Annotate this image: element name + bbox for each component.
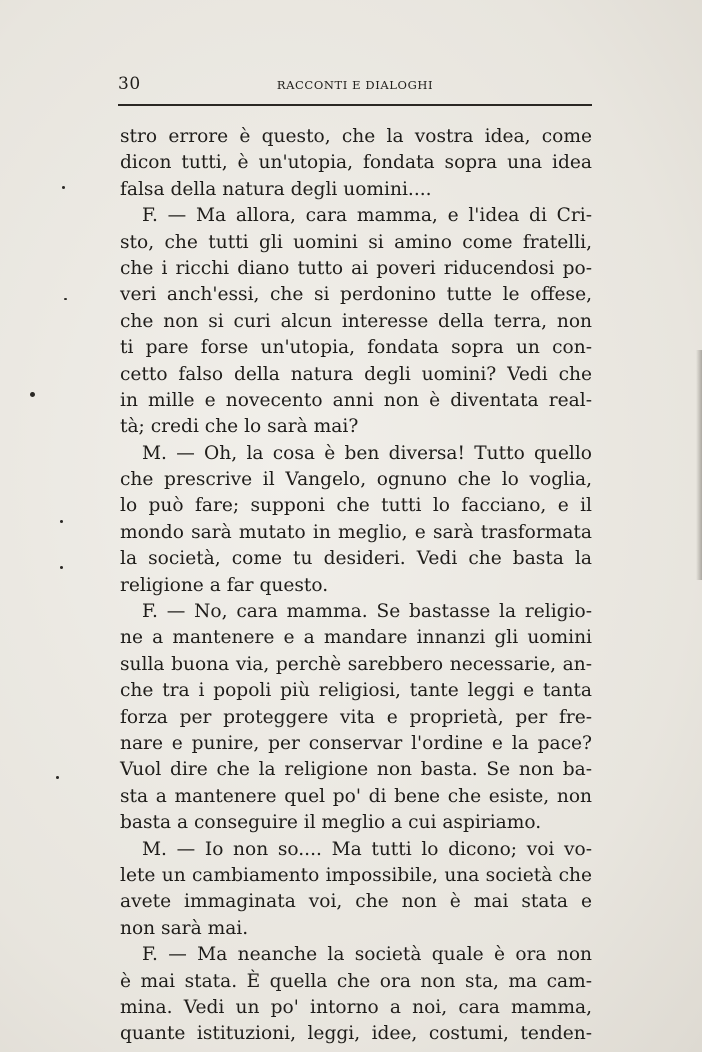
page-number: 30	[118, 74, 141, 94]
text-line: è mai stata. È quella che ora non sta, ma cam-	[120, 970, 592, 992]
text-line: che tra i popoli più religiosi, tante leggi e tanta	[120, 680, 592, 702]
text-line: sta a mantenere quel po' di bene che esiste, non	[120, 785, 592, 807]
text-line: F. — No, cara mamma. Se bastasse la religio-	[142, 601, 592, 623]
text-line: che prescrive il Vangelo, ognuno che lo voglia,	[120, 469, 592, 491]
text-line: dicon tutti, è un'utopia, fondata sopra una idea	[120, 152, 592, 174]
margin-speck	[30, 392, 35, 397]
text-line: Vuol dire che la religione non basta. Se non ba-	[120, 759, 592, 781]
text-line: ti pare forse un'utopia, fondata sopra un con-	[120, 337, 592, 359]
text-line: falsa della natura degli uomini....	[120, 178, 432, 200]
text-line: M. — Io non so.... Ma tutti lo dicono; voi vo-	[142, 838, 592, 860]
text-line: M. — Oh, la cosa è ben diversa! Tutto quello	[142, 442, 592, 464]
body-text	[120, 124, 592, 1048]
page-header	[118, 74, 592, 98]
margin-speck	[62, 186, 65, 189]
text-line: veri anch'essi, che si perdonino tutte le offese,	[120, 284, 592, 306]
text-line: religione a far questo.	[120, 574, 329, 596]
text-line: che i ricchi diano tutto ai poveri riducendosi po-	[120, 257, 592, 279]
text-line: tà; credi che lo sarà mai?	[120, 416, 359, 438]
text-line: stro errore è questo, che la vostra idea, come	[120, 126, 592, 147]
text-line: cetto falso della natura degli uomini? Vedi che	[120, 363, 592, 385]
text-line: avete immaginata voi, che non è mai stata e	[120, 891, 592, 913]
text-line: lete un cambiamento impossibile, una società che	[120, 864, 592, 886]
text-line: che non si curi alcun interesse della terra, non	[120, 310, 592, 332]
running-title: RACCONTI E DIALOGHI	[276, 78, 434, 92]
text-line: lo può fare; supponi che tutti lo facciano, e il	[120, 495, 592, 517]
margin-speck	[56, 776, 59, 779]
text-line: la società, come tu desideri. Vedi che basta la	[120, 548, 592, 570]
text-line: basta a conseguire il meglio a cui aspiriamo.	[120, 812, 542, 834]
text-line: mondo sarà mutato in meglio, e sarà trasformata	[120, 521, 592, 543]
text-line: quante istituzioni, leggi, idee, costumi, tenden-	[120, 1023, 592, 1045]
text-line: sulla buona via, perchè sarebbero necessarie, an-	[120, 653, 592, 675]
text-line: nare e punire, per conservar l'ordine e la pace?	[120, 732, 592, 754]
text-line: F. — Ma neanche la società quale è ora non	[142, 944, 592, 966]
page-edge-shadow	[696, 350, 702, 580]
margin-speck	[60, 520, 63, 523]
header-rule	[118, 104, 592, 106]
text-line: sto, che tutti gli uomini si amino come fratelli,	[120, 231, 592, 253]
text-line: mina. Vedi un po' intorno a noi, cara mamma,	[120, 996, 592, 1018]
text-line: F. — Ma allora, cara mamma, e l'idea di Cri-	[142, 205, 592, 227]
text-line: forza per proteggere vita e proprietà, per fre-	[120, 706, 592, 728]
text-line: ne a mantenere e a mandare innanzi gli uomini	[120, 627, 592, 649]
margin-speck	[64, 298, 67, 300]
text-line: non sarà mai.	[120, 917, 249, 939]
margin-speck	[60, 566, 63, 569]
text-line: in mille e novecento anni non è diventata real-	[120, 389, 592, 411]
